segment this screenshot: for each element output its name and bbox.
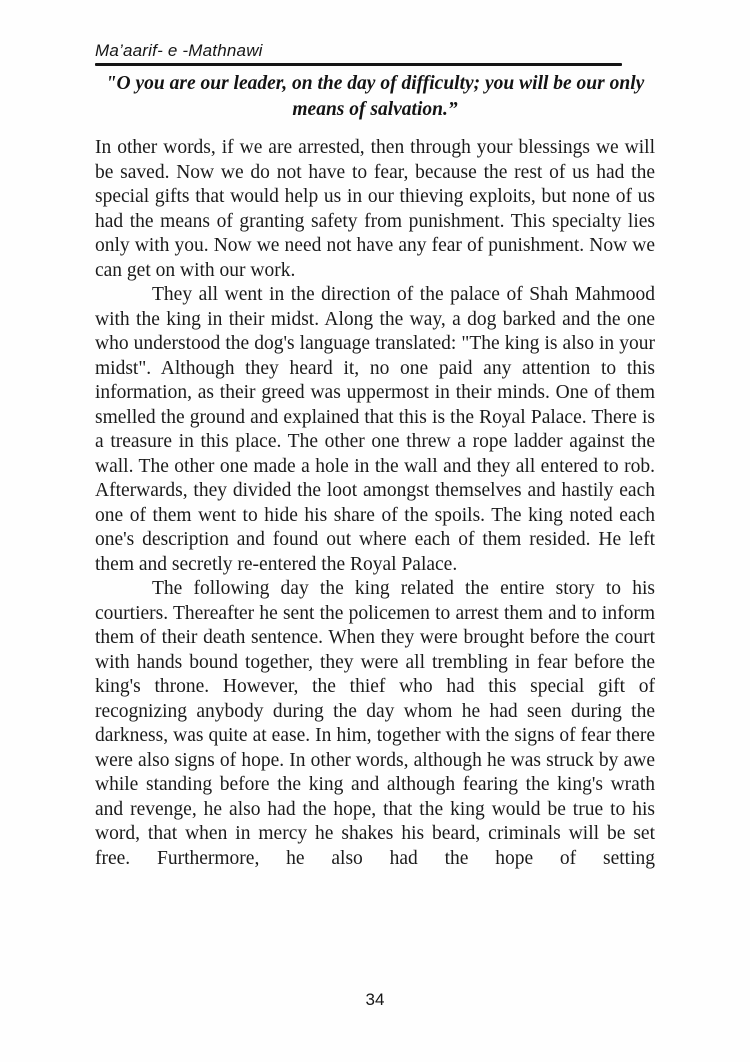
header-rule	[95, 63, 622, 66]
page-content	[95, 0, 655, 871]
page-number: 34	[365, 990, 385, 1009]
body-paragraph: They all went in the direction of the palace of Shah Mahmood with the king in their midst. Along the way, a dog barked and the one who understood the dog's language translated: "The king is also in your midst". Although they heard it, no one paid any attention to this information, as their greed was uppermost in their minds. One of them smelled the ground and explained that this is the Royal Palace. There is a treasure in this place. The other one threw a rope ladder against the wall. The other one made a hole in the wall and they all entered to rob. Afterwards, they divided the loot amongst themselves and hastily each one of them went to hide his share of the spoils. The king noted each one's description and found out where each of them resided. He left them and secretly re-entered the Royal Palace.	[95, 284, 655, 575]
page-header	[95, 0, 655, 66]
body-paragraph: In other words, if we are arrested, then through your blessings we will be saved. Now we do not have to fear, because the rest of us had the special gifts that would help us in our thieving exploits, but none of us had the means of granting safety from punishment. This specialty lies only with you. Now we need not have any fear of punishment. Now we can get on with our work.	[95, 137, 655, 281]
chapter-quote: "O you are our leader, on the day of difficulty; you will be our only means of salvation.”	[105, 73, 645, 120]
running-header-title: Ma’aarif- e -Mathnawi	[95, 41, 263, 60]
body-text-block	[95, 136, 655, 871]
body-paragraph: The following day the king related the entire story to his courtiers. Thereafter he sent the policemen to arrest them and to inform them of their death sentence. When they were brought before the court with hands bound together, they were all trembling in fear before the king's throne. However, the thief who had this special gift of recognizing anybody during the day whom he had seen during the darkness, was quite at ease. In him, together with the signs of fear there were also signs of hope. In other words, although he was struck by awe while standing before the king and although fearing the king's wrath and revenge, he also had the hope, that the king would be true to his word, that when in mercy he shakes his beard, criminals will be set free. Furthermore, he also had the hope of setting	[95, 578, 655, 869]
